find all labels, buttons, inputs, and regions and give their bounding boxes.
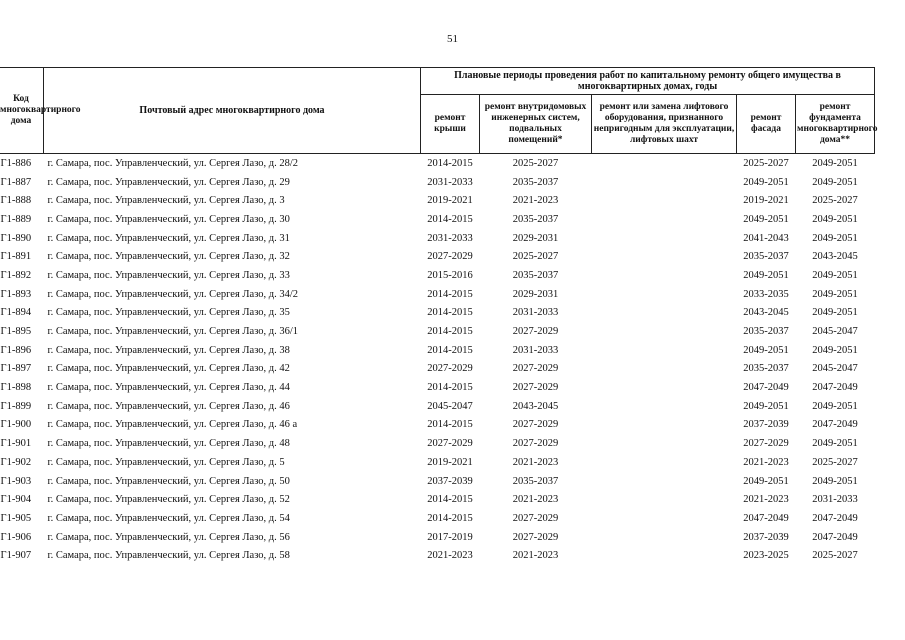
cell-elevator xyxy=(592,472,737,491)
cell-elevator xyxy=(592,416,737,435)
header-foundation: ремонт фундамента многоквартирного дома** xyxy=(796,95,875,154)
cell-code: Г1-886 xyxy=(0,157,32,169)
cell-facade: 2021-2023 xyxy=(743,494,789,506)
cell-elevator xyxy=(592,173,737,192)
cell-systems: 2031-2033 xyxy=(512,307,559,319)
header-repair-periods: Плановые периоды проведения работ по капитальному ремонту общего имущества в многоквартирных домах, годы xyxy=(421,68,875,95)
cell-roof: 2014-2015 xyxy=(427,382,473,394)
cell-systems: 2027-2029 xyxy=(512,512,559,524)
cell-elevator xyxy=(592,210,737,229)
cell-elevator xyxy=(592,528,737,547)
cell-roof: 2014-2015 xyxy=(427,326,473,338)
cell-facade: 2035-2037 xyxy=(743,326,789,338)
cell-code: Г1-904 xyxy=(0,494,32,506)
cell-facade: 2035-2037 xyxy=(743,363,789,375)
cell-facade: 2035-2037 xyxy=(743,251,789,263)
cell-address: г. Самара, пос. Управленческий, ул. Сергея Лазо, д. 56 xyxy=(47,531,290,543)
table-row xyxy=(0,509,875,528)
cell-systems: 2021-2023 xyxy=(512,456,559,468)
cell-address: г. Самара, пос. Управленческий, ул. Сергея Лазо, д. 30 xyxy=(47,213,290,225)
cell-address: г. Самара, пос. Управленческий, ул. Сергея Лазо, д. 33 xyxy=(47,269,290,281)
header-roof: ремонт крыши xyxy=(421,95,480,154)
cell-elevator xyxy=(592,509,737,528)
cell-roof: 2014-2015 xyxy=(427,344,473,356)
cell-roof: 2014-2015 xyxy=(427,157,473,169)
cell-systems: 2027-2029 xyxy=(512,363,559,375)
cell-systems: 2035-2037 xyxy=(512,213,559,225)
cell-facade: 2037-2039 xyxy=(743,531,789,543)
cell-elevator xyxy=(592,154,737,173)
cell-code: Г1-900 xyxy=(0,419,32,431)
cell-address: г. Самара, пос. Управленческий, ул. Сергея Лазо, д. 48 xyxy=(47,438,290,450)
table-row xyxy=(0,266,875,285)
cell-address: г. Самара, пос. Управленческий, ул. Сергея Лазо, д. 50 xyxy=(47,475,290,487)
cell-elevator xyxy=(592,546,737,565)
cell-code: Г1-888 xyxy=(0,195,32,207)
cell-facade: 2037-2039 xyxy=(743,419,789,431)
table-row xyxy=(0,229,875,248)
cell-facade: 2049-2051 xyxy=(743,344,789,356)
cell-facade: 2047-2049 xyxy=(743,512,789,524)
cell-roof: 2037-2039 xyxy=(427,475,473,487)
cell-code: Г1-897 xyxy=(0,363,32,375)
cell-foundation: 2047-2049 xyxy=(812,531,858,543)
cell-foundation: 2049-2051 xyxy=(812,288,858,300)
cell-address: г. Самара, пос. Управленческий, ул. Сергея Лазо, д. 38 xyxy=(47,344,290,356)
cell-facade: 2043-2045 xyxy=(743,307,789,319)
table-row xyxy=(0,304,875,323)
cell-code: Г1-894 xyxy=(0,307,32,319)
cell-code: Г1-901 xyxy=(0,438,32,450)
cell-facade: 2019-2021 xyxy=(743,195,789,207)
cell-code: Г1-893 xyxy=(0,288,32,300)
cell-foundation: 2045-2047 xyxy=(812,326,858,338)
table-row xyxy=(0,472,875,491)
cell-code: Г1-892 xyxy=(0,269,32,281)
cell-foundation: 2049-2051 xyxy=(812,176,858,188)
cell-elevator xyxy=(592,304,737,323)
cell-systems: 2035-2037 xyxy=(512,269,559,281)
cell-roof: 2019-2021 xyxy=(427,195,473,207)
cell-facade: 2027-2029 xyxy=(743,438,789,450)
cell-systems: 2035-2037 xyxy=(512,475,559,487)
cell-roof: 2027-2029 xyxy=(427,251,473,263)
cell-systems: 2021-2023 xyxy=(512,195,559,207)
cell-systems: 2027-2029 xyxy=(512,531,559,543)
cell-systems: 2027-2029 xyxy=(512,382,559,394)
table-row xyxy=(0,528,875,547)
table-row xyxy=(0,378,875,397)
cell-roof: 2014-2015 xyxy=(427,307,473,319)
cell-address: г. Самара, пос. Управленческий, ул. Сергея Лазо, д. 29 xyxy=(47,176,290,188)
cell-foundation: 2025-2027 xyxy=(812,195,858,207)
cell-roof: 2031-2033 xyxy=(427,232,473,244)
table-row xyxy=(0,154,875,173)
cell-foundation: 2047-2049 xyxy=(812,512,858,524)
page-number: 51 xyxy=(447,33,458,45)
table-row xyxy=(0,285,875,304)
cell-systems: 2027-2029 xyxy=(512,438,559,450)
cell-foundation: 2047-2049 xyxy=(812,382,858,394)
cell-code: Г1-903 xyxy=(0,475,32,487)
cell-foundation: 2049-2051 xyxy=(812,438,858,450)
cell-address: г. Самара, пос. Управленческий, ул. Сергея Лазо, д. 46 xyxy=(47,400,290,412)
header-address: Почтовый адрес многоквартирного дома xyxy=(44,68,421,154)
capital-repair-table xyxy=(0,67,878,565)
cell-roof: 2014-2015 xyxy=(427,288,473,300)
cell-roof: 2017-2019 xyxy=(427,531,473,543)
cell-address: г. Самара, пос. Управленческий, ул. Сергея Лазо, д. 42 xyxy=(47,363,290,375)
cell-systems: 2021-2023 xyxy=(512,494,559,506)
cell-foundation: 2049-2051 xyxy=(812,307,858,319)
cell-systems: 2035-2037 xyxy=(512,176,559,188)
cell-code: Г1-898 xyxy=(0,382,32,394)
cell-address: г. Самара, пос. Управленческий, ул. Сергея Лазо, д. 34/2 xyxy=(47,288,299,300)
cell-roof: 2014-2015 xyxy=(427,512,473,524)
cell-address: г. Самара, пос. Управленческий, ул. Сергея Лазо, д. 32 xyxy=(47,251,290,263)
cell-systems: 2043-2045 xyxy=(512,400,559,412)
cell-foundation: 2049-2051 xyxy=(812,232,858,244)
cell-foundation: 2045-2047 xyxy=(812,363,858,375)
cell-roof: 2015-2016 xyxy=(427,269,473,281)
cell-code: Г1-907 xyxy=(0,550,32,562)
cell-code: Г1-899 xyxy=(0,400,32,412)
cell-systems: 2021-2023 xyxy=(512,550,559,562)
cell-foundation: 2025-2027 xyxy=(812,550,858,562)
cell-facade: 2025-2027 xyxy=(743,157,789,169)
cell-elevator xyxy=(592,191,737,210)
cell-roof: 2027-2029 xyxy=(427,363,473,375)
cell-facade: 2023-2025 xyxy=(743,550,789,562)
table-row xyxy=(0,416,875,435)
cell-address: г. Самара, пос. Управленческий, ул. Сергея Лазо, д. 52 xyxy=(47,494,290,506)
table-row xyxy=(0,490,875,509)
cell-address: г. Самара, пос. Управленческий, ул. Сергея Лазо, д. 35 xyxy=(47,307,290,319)
cell-systems: 2027-2029 xyxy=(512,419,559,431)
cell-code: Г1-887 xyxy=(0,176,32,188)
cell-code: Г1-890 xyxy=(0,232,32,244)
header-code: Код многоквартирного дома xyxy=(0,68,44,154)
cell-elevator xyxy=(592,322,737,341)
cell-systems: 2025-2027 xyxy=(512,157,559,169)
cell-foundation: 2031-2033 xyxy=(812,494,858,506)
cell-roof: 2014-2015 xyxy=(427,419,473,431)
cell-roof: 2014-2015 xyxy=(427,213,473,225)
cell-facade: 2049-2051 xyxy=(743,213,789,225)
cell-systems: 2027-2029 xyxy=(512,326,559,338)
cell-foundation: 2025-2027 xyxy=(812,456,858,468)
cell-address: г. Самара, пос. Управленческий, ул. Сергея Лазо, д. 3 xyxy=(47,195,285,207)
cell-elevator xyxy=(592,341,737,360)
table-row xyxy=(0,173,875,192)
cell-foundation: 2047-2049 xyxy=(812,419,858,431)
table-row xyxy=(0,434,875,453)
table-row xyxy=(0,322,875,341)
cell-roof: 2014-2015 xyxy=(427,494,473,506)
cell-roof: 2019-2021 xyxy=(427,456,473,468)
cell-elevator xyxy=(592,247,737,266)
cell-foundation: 2049-2051 xyxy=(812,475,858,487)
cell-code: Г1-891 xyxy=(0,251,32,263)
cell-facade: 2049-2051 xyxy=(743,400,789,412)
cell-address: г. Самара, пос. Управленческий, ул. Сергея Лазо, д. 54 xyxy=(47,512,290,524)
cell-foundation: 2049-2051 xyxy=(812,344,858,356)
table-row xyxy=(0,247,875,266)
cell-code: Г1-895 xyxy=(0,326,32,338)
table-row xyxy=(0,210,875,229)
cell-elevator xyxy=(592,490,737,509)
header-elevator: ремонт или замена лифтового оборудования, признанного непригодным для эксплуатации, лифтовых шахт xyxy=(592,95,737,154)
cell-roof: 2045-2047 xyxy=(427,400,473,412)
cell-code: Г1-889 xyxy=(0,213,32,225)
cell-address: г. Самара, пос. Управленческий, ул. Сергея Лазо, д. 28/2 xyxy=(47,157,299,169)
cell-code: Г1-896 xyxy=(0,344,32,356)
cell-facade: 2047-2049 xyxy=(743,382,789,394)
cell-systems: 2029-2031 xyxy=(512,232,559,244)
table-row xyxy=(0,546,875,565)
cell-facade: 2033-2035 xyxy=(743,288,789,300)
cell-elevator xyxy=(592,229,737,248)
cell-elevator xyxy=(592,378,737,397)
table-row xyxy=(0,360,875,379)
cell-facade: 2049-2051 xyxy=(743,176,789,188)
cell-facade: 2049-2051 xyxy=(743,269,789,281)
table-row xyxy=(0,453,875,472)
cell-elevator xyxy=(592,285,737,304)
cell-address: г. Самара, пос. Управленческий, ул. Сергея Лазо, д. 36/1 xyxy=(47,326,299,338)
cell-address: г. Самара, пос. Управленческий, ул. Сергея Лазо, д. 58 xyxy=(47,550,290,562)
table-row xyxy=(0,397,875,416)
cell-code: Г1-906 xyxy=(0,531,32,543)
cell-address: г. Самара, пос. Управленческий, ул. Сергея Лазо, д. 5 xyxy=(47,456,285,468)
cell-foundation: 2049-2051 xyxy=(812,213,858,225)
cell-foundation: 2049-2051 xyxy=(812,400,858,412)
cell-elevator xyxy=(592,266,737,285)
cell-elevator xyxy=(592,397,737,416)
header-systems: ремонт внутридомовых инженерных систем, подвальных помещений* xyxy=(480,95,592,154)
cell-address: г. Самара, пос. Управленческий, ул. Сергея Лазо, д. 44 xyxy=(47,382,290,394)
cell-facade: 2021-2023 xyxy=(743,456,789,468)
cell-foundation: 2049-2051 xyxy=(812,157,858,169)
cell-foundation: 2049-2051 xyxy=(812,269,858,281)
cell-address: г. Самара, пос. Управленческий, ул. Сергея Лазо, д. 31 xyxy=(47,232,290,244)
cell-elevator xyxy=(592,434,737,453)
cell-code: Г1-902 xyxy=(0,456,32,468)
header-facade: ремонт фасада xyxy=(737,95,796,154)
cell-facade: 2049-2051 xyxy=(743,475,789,487)
cell-roof: 2027-2029 xyxy=(427,438,473,450)
cell-systems: 2031-2033 xyxy=(512,344,559,356)
table-row xyxy=(0,341,875,360)
cell-systems: 2025-2027 xyxy=(512,251,559,263)
cell-address: г. Самара, пос. Управленческий, ул. Сергея Лазо, д. 46 а xyxy=(47,419,298,431)
cell-facade: 2041-2043 xyxy=(743,232,789,244)
cell-elevator xyxy=(592,360,737,379)
table-row xyxy=(0,191,875,210)
cell-systems: 2029-2031 xyxy=(512,288,559,300)
cell-elevator xyxy=(592,453,737,472)
cell-foundation: 2043-2045 xyxy=(812,251,858,263)
cell-roof: 2031-2033 xyxy=(427,176,473,188)
cell-code: Г1-905 xyxy=(0,512,32,524)
cell-roof: 2021-2023 xyxy=(427,550,473,562)
